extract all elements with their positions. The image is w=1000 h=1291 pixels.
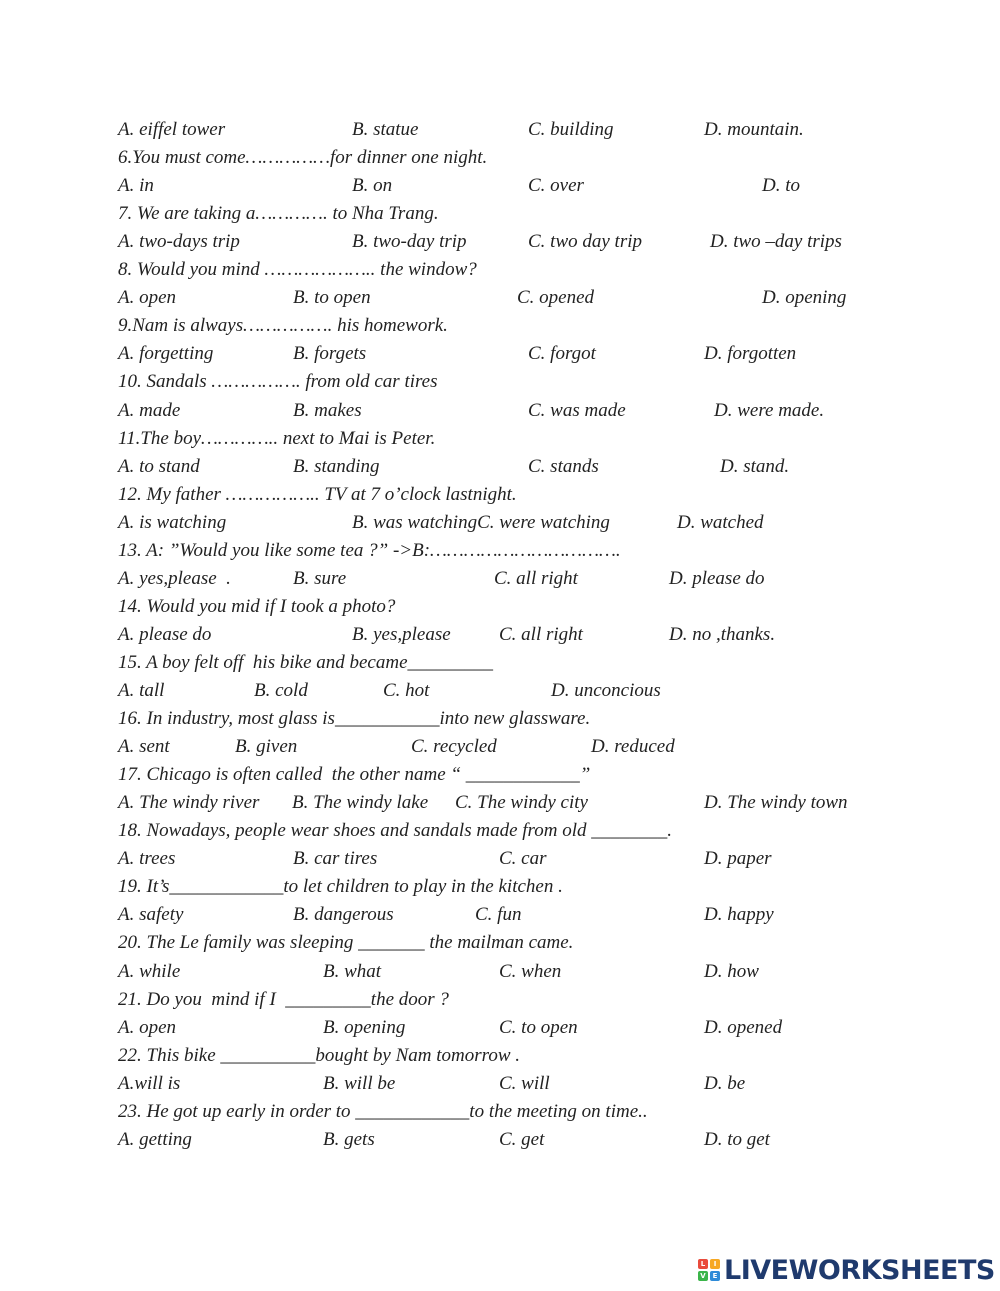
answer-option: D. mountain. [704, 119, 804, 140]
question-text: 21. Do you mind if I _________the door ? [118, 988, 449, 1010]
answer-option: D. to get [704, 1128, 770, 1150]
answer-option: D. be [704, 1072, 746, 1094]
answer-option: A. The windy river [118, 792, 260, 814]
answer-option: B. was watchingC. were watching [352, 511, 610, 533]
answer-option: C. was made [528, 399, 626, 421]
answer-option: A. please do [118, 623, 212, 645]
answer-option: C. to open [499, 1016, 578, 1038]
answer-option: A. is watching [118, 511, 227, 533]
answer-option: D. opened [704, 1016, 783, 1038]
answer-option: D. forgotten [704, 343, 797, 365]
answer-option: D. two –day trips [710, 231, 842, 253]
question-text: 20. The Le family was sleeping _______ the mailman came. [118, 932, 574, 954]
answer-option: A. to stand [118, 455, 200, 477]
answer-option: B. car tires [293, 848, 378, 870]
answer-option: A. tall [118, 680, 165, 701]
logo-tiles-icon: L I V E [698, 1259, 720, 1281]
answer-option: B. will be [323, 1072, 396, 1094]
answer-option: B. makes [293, 399, 362, 421]
question-text: 13. A: ”Would you like some tea ?” ->B:……………………………. [118, 539, 621, 561]
answer-option: B. to open [293, 287, 371, 309]
question-text: 19. It’s____________to let children to play in the kitchen . [118, 876, 563, 898]
answer-option: D. stand. [720, 455, 790, 477]
answer-option: A. in [118, 175, 154, 197]
answer-option: A. forgetting [118, 343, 214, 365]
answer-option: B. dangerous [293, 904, 394, 926]
answer-option: A.will is [118, 1072, 181, 1094]
answer-option: A. getting [118, 1128, 192, 1150]
answer-option: B. opening [323, 1016, 406, 1038]
answer-option: C. when [499, 960, 562, 982]
question-text: 10. Sandals ……………. from old car tires [118, 371, 438, 393]
answer-option: D. were made. [714, 399, 825, 421]
answer-option: B. what [323, 960, 382, 982]
answer-option: C. forgot [528, 343, 596, 365]
answer-option: D. watched [677, 511, 764, 533]
answer-option: C. hot [383, 680, 430, 701]
answer-option: B. two-day trip [352, 231, 467, 253]
answer-option: C. all right [494, 567, 578, 589]
question-text: 23. He got up early in order to ____________to the meeting on time.. [118, 1100, 648, 1122]
question-text: 11.The boy………….. next to Mai is Peter. [118, 427, 436, 449]
answer-option: B. sure [293, 567, 347, 589]
answer-option: B. forgets [293, 343, 367, 365]
logo-text: LIVEWORKSHEETS [724, 1254, 995, 1286]
answer-option: C. over [528, 175, 584, 197]
answer-option: D. please do [669, 567, 765, 589]
answer-option: C. recycled [411, 736, 497, 758]
answer-option: A. made [118, 399, 181, 421]
answer-option: D. unconcious [551, 680, 661, 701]
answer-option: C. The windy city [455, 792, 588, 814]
answer-option: A. while [118, 960, 181, 982]
answer-option: B. statue [352, 119, 419, 140]
question-text: 17. Chicago is often called the other name “ ____________” [118, 764, 591, 786]
answer-option: D. opening [762, 287, 847, 309]
answer-option: A. open [118, 287, 177, 309]
answer-option: B. The windy lake [292, 792, 429, 814]
answer-option: D. happy [704, 904, 774, 926]
answer-option: A. two-days trip [118, 231, 240, 253]
answer-option: D. paper [704, 848, 772, 870]
question-text: 22. This bike __________bought by Nam tomorrow . [118, 1044, 520, 1066]
question-text: 7. We are taking a…………. to Nha Trang. [118, 203, 439, 225]
answer-option: B. yes,please [352, 623, 451, 645]
answer-option: D. reduced [591, 736, 675, 758]
answer-option: B. given [235, 736, 298, 758]
answer-option: D. how [704, 960, 759, 982]
answer-option: C. opened [517, 287, 595, 309]
answer-option: C. fun [475, 904, 522, 926]
answer-option: C. building [528, 119, 614, 140]
question-text: 18. Nowadays, people wear shoes and sandals made from old ________. [118, 820, 672, 842]
liveworksheets-logo [698, 1253, 995, 1287]
answer-option: B. cold [254, 680, 308, 701]
answer-option: B. on [352, 175, 393, 197]
question-text: 15. A boy felt off his bike and became_________ [118, 651, 494, 673]
answer-option: C. two day trip [528, 231, 643, 253]
answer-option: C. stands [528, 455, 599, 477]
answer-option: D. no ,thanks. [669, 623, 776, 645]
answer-option: C. get [499, 1128, 545, 1150]
answer-option: B. gets [323, 1128, 375, 1150]
question-text: 14. Would you mid if I took a photo? [118, 595, 396, 617]
answer-option: D. The windy town [704, 792, 848, 814]
answer-option: C. will [499, 1072, 550, 1094]
answer-option: A. safety [118, 904, 184, 926]
answer-option: A. sent [118, 736, 170, 758]
answer-option: D. to [762, 175, 800, 197]
answer-option: C. car [499, 848, 547, 870]
question-text: 9.Nam is always……………. his homework. [118, 315, 448, 337]
answer-option: C. all right [499, 623, 583, 645]
question-text: 16. In industry, most glass is___________into new glassware. [118, 708, 591, 730]
question-text: 8. Would you mind ……………….. the window? [118, 259, 477, 281]
question-text: 6.You must come……………for dinner one night. [118, 147, 488, 169]
answer-option: A. eiffel tower [118, 119, 226, 140]
answer-option: A. yes,please . [118, 567, 231, 589]
answer-option: A. open [118, 1016, 177, 1038]
answer-option: B. standing [293, 455, 380, 477]
answer-option: A. trees [118, 848, 176, 870]
question-text: 12. My father …………….. TV at 7 o’clock lastnight. [118, 483, 517, 505]
